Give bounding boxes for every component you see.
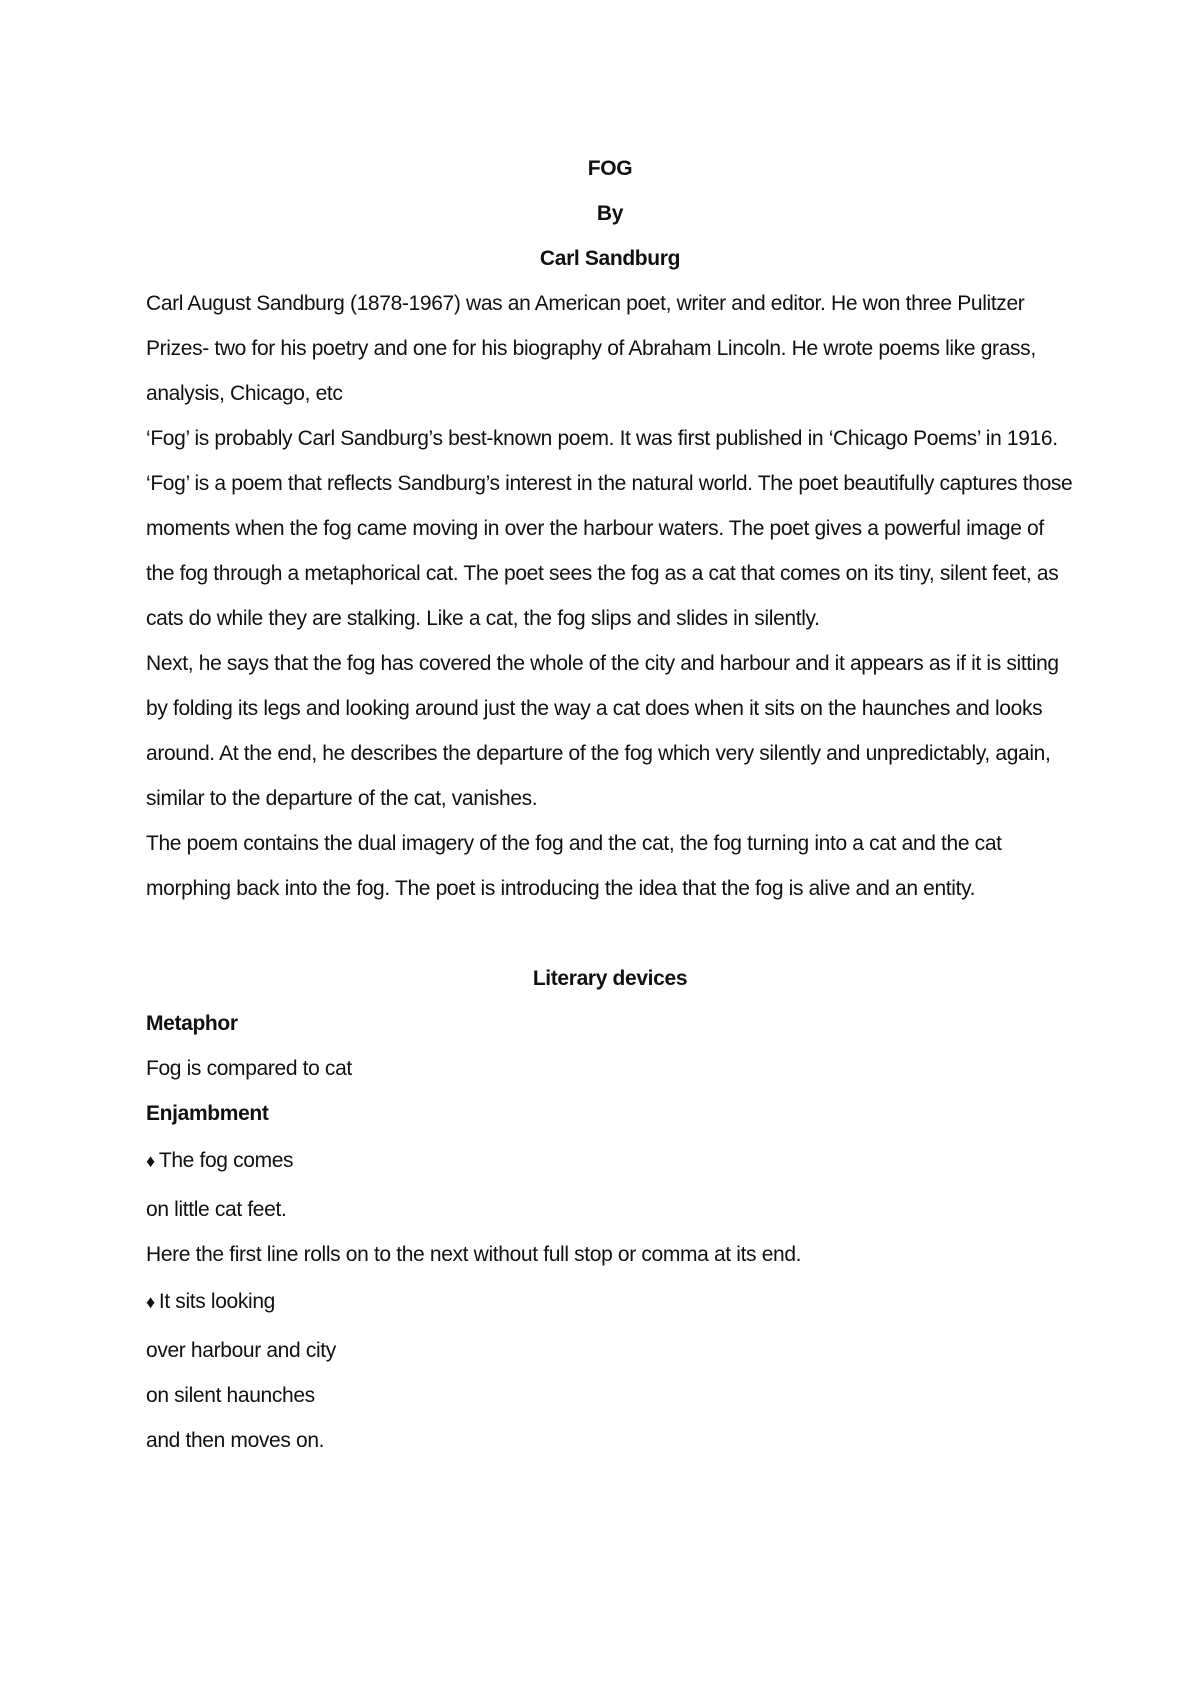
example-1-line-1: [146, 1136, 1074, 1187]
paragraph-imagery: The poem contains the dual imagery of the fog and the cat, the fog turning into a cat and the cat morphing back into the fog. The poet is introducing the idea that the fog is alive and an entity.: [146, 832, 1002, 900]
example-2-text-1: It sits looking: [158, 1290, 275, 1313]
paragraph-explanation: Next, he says that the fog has covered the whole of the city and harbour and it appears as if it is sitting by folding its legs and looking around just the way a cat does when it sits on the haunches and looks around. At the end, he describes the departure of the fog which very silently and unpredictably, again, similar to the departure of the cat, vanishes.: [146, 652, 1059, 810]
blank-line: [146, 911, 1074, 956]
example-2-line-3: on silent haunches: [146, 1384, 315, 1407]
metaphor-heading: Metaphor: [146, 1012, 238, 1035]
document-body: [146, 146, 1074, 1463]
poem-title: FOG: [587, 157, 633, 180]
author-name: Carl Sandburg: [539, 247, 681, 270]
by-line: By: [596, 202, 624, 225]
bullet-diamond-icon: ♦: [146, 1151, 155, 1171]
example-2-line-4: and then moves on.: [146, 1429, 325, 1452]
bullet-diamond-icon: ♦: [146, 1292, 155, 1312]
metaphor-text: Fog is compared to cat: [146, 1057, 352, 1080]
example-2-line-1: [146, 1277, 1074, 1328]
paragraph-biography: Carl August Sandburg (1878-1967) was an American poet, writer and editor. He won three Pulitzer Prizes- two for his poetry and one for his biography of Abraham Lincoln. He wrote poems like grass, analysis, Chicago, etc: [146, 292, 1036, 405]
example-1-line-2: on little cat feet.: [146, 1198, 287, 1221]
section-heading: Literary devices: [532, 967, 688, 990]
paragraph-introduction: ‘Fog’ is probably Carl Sandburg’s best-known poem. It was first published in ‘Chicago Poems’ in 1916. ‘Fog’ is a poem that reflects Sandburg’s interest in the natural world. The poet beautifully captures those moments when the fog came moving in over the harbour waters. The poet gives a powerful image of the fog through a metaphorical cat. The poet sees the fog as a cat that comes on its tiny, silent feet, as cats do while they are stalking. Like a cat, the fog slips and slides in silently.: [146, 427, 1073, 630]
enjambment-explanation: Here the first line rolls on to the next without full stop or comma at its end.: [146, 1243, 802, 1266]
enjambment-heading: Enjambment: [146, 1102, 269, 1125]
example-2-line-2: over harbour and city: [146, 1339, 336, 1362]
example-1-text-1: The fog comes: [158, 1149, 294, 1172]
